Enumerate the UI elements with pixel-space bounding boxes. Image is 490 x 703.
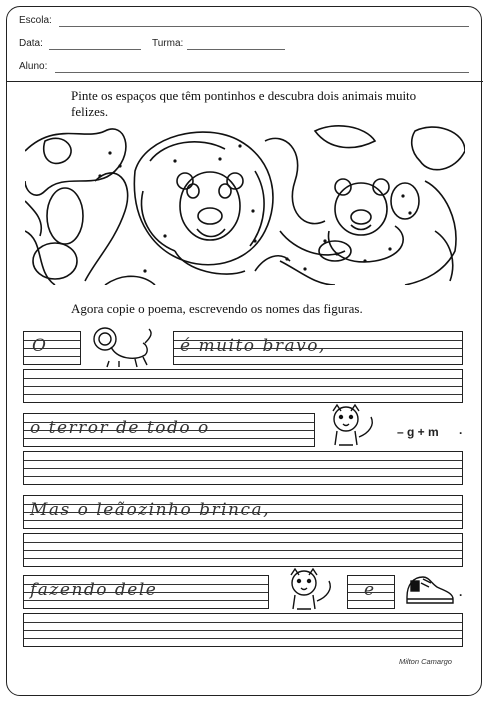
cat-figure	[325, 403, 381, 449]
poem-box-line2	[23, 413, 315, 447]
turma-field[interactable]	[187, 49, 285, 50]
poem-line4-dot: .	[459, 585, 463, 599]
instruction-paint: Pinte os espaços que têm pontinhos e descubra dois animais muito felizes.	[71, 88, 417, 119]
poem-line1-start: O	[32, 336, 48, 356]
data-label: Data:	[19, 38, 43, 49]
poem-line3: Mas o leãozinho brinca,	[30, 500, 271, 520]
data-field[interactable]	[49, 49, 141, 50]
lion-figure	[87, 325, 157, 369]
instruction-copy: Agora copie o poema, escrevendo os nomes das figuras.	[71, 301, 363, 316]
copy-box-2[interactable]	[23, 451, 463, 485]
poem-box-o	[23, 331, 81, 365]
escola-label: Escola:	[19, 15, 52, 26]
poem-box-line1	[173, 331, 463, 365]
copy-box-4[interactable]	[23, 613, 463, 647]
coloring-picture[interactable]	[25, 121, 465, 285]
poem-box-e	[347, 575, 395, 609]
poem-line1-end: é muito bravo,	[180, 336, 326, 356]
poem-line4-mid: e	[364, 580, 376, 600]
poem-box-line4	[23, 575, 269, 609]
poem-line4-start: fazendo dele	[30, 580, 158, 600]
aluno-label: Aluno:	[19, 61, 48, 72]
aluno-field[interactable]	[55, 72, 469, 73]
escola-field[interactable]	[59, 26, 469, 27]
worksheet-frame	[6, 6, 482, 696]
poem-line2-formula: – g + m	[397, 425, 439, 439]
cat-figure-2	[283, 567, 339, 613]
poem-box-line3	[23, 495, 463, 529]
poem-line2-start: o terror de todo o	[30, 418, 210, 438]
shoe-figure	[403, 571, 455, 609]
copy-box-3[interactable]	[23, 533, 463, 567]
author-credit: Milton Camargo	[399, 657, 452, 666]
worksheet-header	[7, 7, 483, 82]
turma-label: Turma:	[152, 38, 184, 49]
poem-line2-dot: .	[459, 423, 463, 437]
copy-box-1[interactable]	[23, 369, 463, 403]
